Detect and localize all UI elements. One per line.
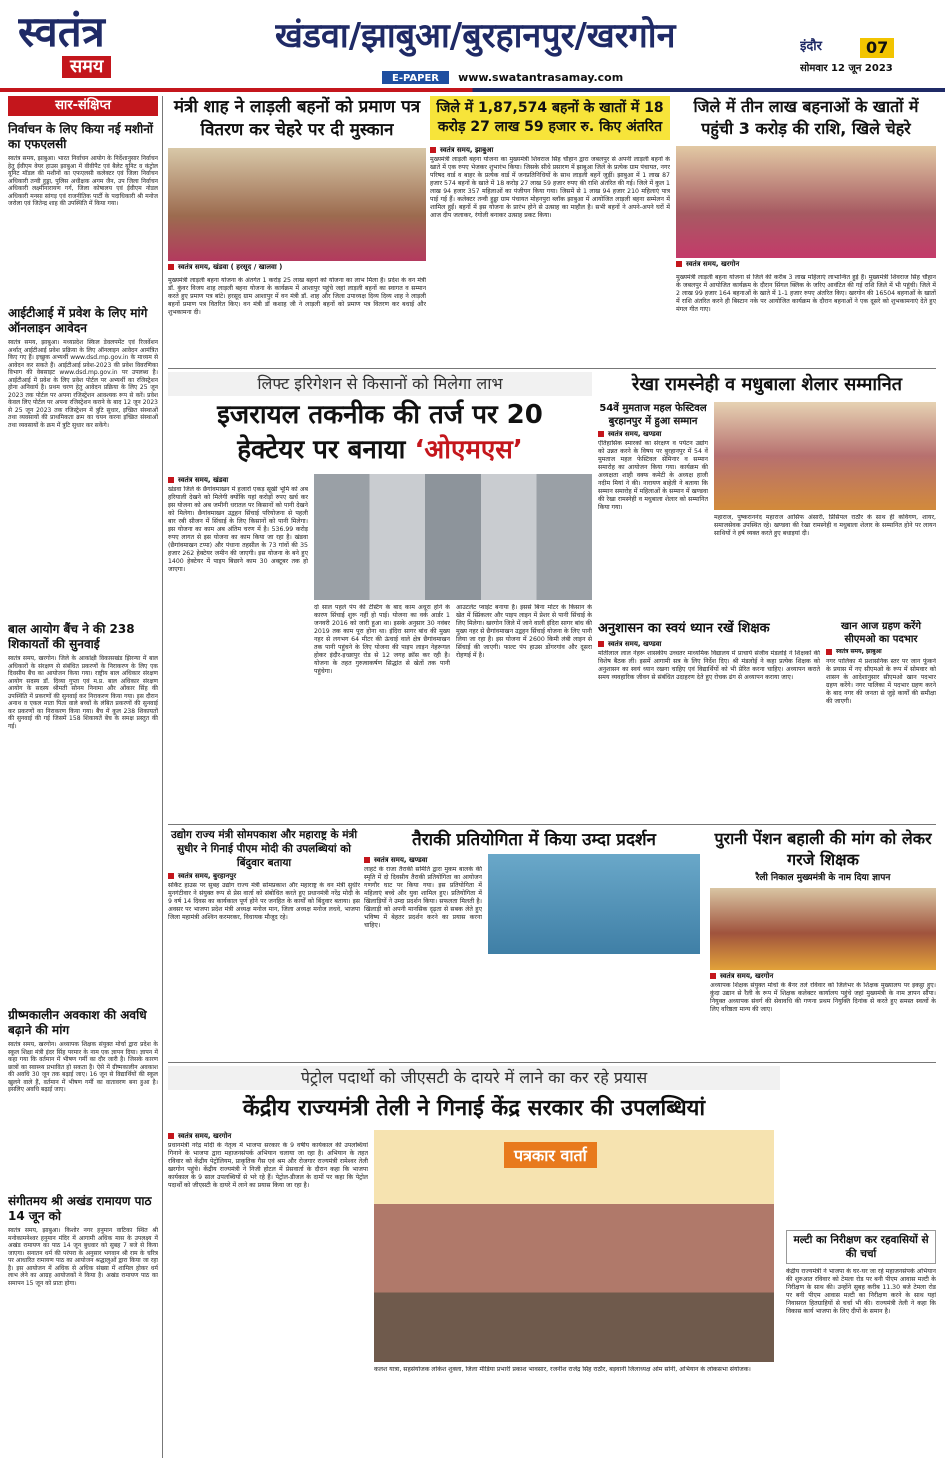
masthead-rule: [0, 88, 945, 92]
byline: स्वतंत्र समय, खरगोन: [168, 1130, 368, 1142]
article-multi-inspection: [786, 1230, 936, 1458]
headline: केंद्रीय राज्यमंत्री तेली ने गिनाई केंद्र सरकार की उपलब्धियां: [242, 1096, 706, 1121]
photo-banner: पत्रकार वार्ता: [504, 1142, 597, 1168]
article-body: केंद्रीय राज्यमंत्री ने भाजपा के घर-घर जा रहे महाजनसंपर्क अभियान की शुरुआत रविवार को टेमला रोड पर बनी पीएम आवास मल्टी के निरीक्षण के साथ की। उन्होंने सुबह करीब 11.30 बजे टेमला रोड पर बनी पीएम आवास मल्टी का निरीक्षण करने के साथ यहां निवासरत हितग्राहियों से चर्चा भी की। राज्यमंत्री तेली ने कहा कि विकास कार्य भाजपा के लिए दीपों के समान है।: [786, 1268, 936, 1315]
news-brief-sidebar: [8, 96, 158, 1458]
article-body: मुख्यमंत्री लाड़ली बहना योजना से जिले की करीब 3 लाख महिलाएं लाभान्वित हुई हैं। मुख्यमंत्री शिवराज सिंह चौहान के जबलपुर में आयोजित कार्यक्रम के दौरान सिंगल क्लिक के जरिए आवंटित की गई राशि जिले में भी पहुंची। जिले में 2 लाख 99 हजार 164 बहनाओं के खाते में 1-1 हजार रुपए अंतरित किए। खरगोन की 16504 बहनाओं के खातों में राशि अंतरित करने ही बिस्टान नके पर आयोजित कार्यक्रम के दौरान बहनाओं ने एक दूसरे को शुभकामनाएं देते हुए मंगल गीत गाए।: [676, 274, 936, 313]
article-body: लाहटे के राजा तैराकी समिति द्वारा मुकम बालके की स्मृति में दो दिवसीय तैराकी प्रतियोगिता का आयोजन गणगौर घाट पर किया गया। इस प्रतियोगिता में महिलाएं बच्चे और युवा शामिल हुए। प्रतियोगिता में खिलाड़ियों ने उम्दा प्रदर्शन किया। सफलता मिलती है। खिलाड़ी को अपनी मानसिक दृढ़ता से सबक लेते हुए भविष्य में बेहतर प्रदर्शन करने का प्रयास करना चाहिए।: [364, 866, 482, 929]
site-url[interactable]: www.swatantrasamay.com: [458, 71, 624, 84]
article-col: [314, 474, 592, 804]
article-old-pension: [710, 828, 936, 1060]
article-swimming: [364, 828, 704, 1060]
kicker: पेट्रोल पदार्थो को जीएसटी के दायरे में लाने का कर रहे प्रयास: [168, 1066, 780, 1090]
article-body: ऐतिहासिक स्मारकों का संरक्षण व पर्यटन उद्योग को उन्नत करने के विषय पर बुरहानपुर में 54 वें मुमताज महल फेस्टिवल सेमिनार व सम्मान समारोह का आयोजन किया गया। कार्यक्रम की अध्यक्षता शाही वक्फ कमेटी के अध्यक्ष हाजी नदीम मियां ने की। नारायण बाहेती ने बताया कि सम्मान समारोह में महिलाओं के सम्मान में खण्डवा की रेखा रामस्नेही व मधुबाला शेलार को सम्मानित किया गया।: [598, 440, 708, 511]
byline: स्वतंत्र समय, खण्डवा: [364, 854, 482, 866]
subhead: रैली निकाल मुख्यमंत्री के नाम दिया ज्ञापन: [755, 873, 891, 883]
brief-item: बाल आयोग बैंच ने की 238 शिकायतों की सुनवाई स्वतंत्र समय, खरगोन। जिले के आकांक्षी विकासखंड झिरन्या में बाल अधिकारों के संरक्षण से संबंधित प्रकरणों के निराकरण के लिए एक दिवसीय बैंच का आयोजन किया गया। राष्ट्रीय बाल अधिकार संरक्षण आयोग सदस्य डॉ. दिव्या गुप्ता एवं म.प्र. बाल अधिकार संरक्षण आयोग के सदस्य श्रीमती सोनम निनामा और ओंकार सिंह की उपस्थिति में प्रकरणों की सुनवाई कर निराकरण किया गया। इस दौरान अनाथ व एकल माता पिता वाले बच्चों के लंबित प्रकरणों की सुनवाई कर प्रकरणों का निराकरण किया गया। बैंच में कुल 238 शिकायतों की सुनवाई की गई जिसमें 158 शिकायतें बेंच के समक्ष प्रस्तुत की गई।: [8, 622, 158, 730]
byline: स्वतंत्र समय, खरगोन: [676, 258, 936, 270]
article-body: मुख्यमंत्री लाड़ली बहना योजना का मुख्यमंत्री शिवराज सिंह चौहान द्वारा जबलपुर से अपनी लाड़ली बहनों के खाते में एक रुपए भेजकर शुभारंभ किया। जिसके सीधे प्रसारण में झाबुआ जिले के प्रत्येक ग्राम पंचायत, नगर परिषद वार्ड व बाहर के प्रत्येक वार्ड में जनप्रतिनिधियों के साथ लाड़ली बहनें जुड़ीं। झाबुआ में 1 लाख 87 हजार 574 बहनों के खाते में 18 करोड़ 27 लाख 59 हजार रुपए की राशि अंतरित की गई। जिले में कुल 1 लाख 94 हजार 357 महिलाओं का पंजीयन किया गया। जिसमें से 1 लाख 94 हजार 210 महिलाएं पात्र पाई गई हैं। कलेक्टर तन्वी हुड्डा ग्राम पंचायत मोहनपुरा ब्लॉक झाबुआ में आयोजित लाड़ली बहना सम्मेलन में शामिल हुईं। बहनों में इस योजना के प्रारंभ होने से उत्साह का माहौल है। सभी बहनों ने अपने-अपने घरों में आज दीप जलाकर, रंगोली बनाकर उत्साह प्रकट किया।: [430, 156, 670, 219]
headline: जिले में 1,87,574 बहनों के खातों में 18 करोड़ 27 लाख 59 हजार रु. किए अंतरित: [430, 96, 670, 140]
article-body: महाराज, पुष्कराननंद महाराज आसिफ अंसारी, प्रिंसिपल राठौर के साथ ही कविगण, शायर, समाजसेवक उपस्थित रहे। खण्डवा की रेखा रामस्नेही व मधुबाला शेलार के सम्मानित होने पर लायन साथियों ने हर्ष व्यक्त करते हुए बधाइयां दी।: [714, 514, 936, 537]
page-number: 07: [860, 38, 894, 58]
byline: स्वतंत्र समय, खण्डवा: [598, 428, 708, 440]
photo: [374, 1130, 774, 1362]
headline: तैराकी प्रतियोगिता में किया उम्दा प्रदर्शन: [412, 830, 656, 850]
article-union-minister-teli: [168, 1066, 780, 1458]
issue-date: सोमवार 12 जून 2023: [800, 63, 893, 74]
photo: [168, 148, 426, 261]
sidebar-header: सार-संक्षिप्त: [8, 96, 158, 116]
article-israel-technique: [168, 372, 592, 820]
epaper-bar: [382, 66, 682, 84]
byline: स्वतंत्र समय, बुरहानपुर: [168, 870, 360, 882]
article-body: प्रधानमंत्री नरेंद्र मोदी के नेतृत्व में भाजपा सरकार के 9 वर्षीय कार्यकाल की उपलब्धियां गिनाने के भाजपा द्वारा महाजनसंपर्क अभियान चलाया जा रहा है। अभियान के तहत रविवार को केंद्रीय पेट्रोलियम, प्राकृतिक गैस एवं श्रम और रोजगार राज्यमंत्री रामेश्वर तेली खरगोन पहुंचे। केंद्रीय राज्यमंत्री ने निजी होटल में प्रेसवार्ता के दौरान कहा कि भाजपा कार्यकाल के 9 साल उपलब्धियों से भरे रहे हैं। पेट्रोल-डीजल के दामों पर कहा कि पेट्रोल पदार्थों को जीएसटी के दायरे में लाने का प्रयास किया जा रहा है।: [168, 1142, 368, 1189]
article-industry-minister: [168, 828, 360, 1060]
city-date-block: [800, 36, 930, 88]
byline: स्वतंत्र समय, झाबुआ: [430, 144, 670, 156]
headline: अनुशासन का स्वयं ध्यान रखें शिक्षक: [598, 621, 770, 636]
article-body: आउटलेट प्वाइंट बनाया है। इससे बिना मोटर के किसान के खेत में स्प्रिंकलर और पाइप लाइन में प्रेशर से पानी सिंचाई के लिए मिलेगा। खरगोन जिले में जाने वाली इंदिरा सागर बांध की मुख्य नहर से छैगांवमाखन उद्वहन सिंचाई योजना के लिए पानी लिया जा रहा है। इस योजना में 2600 किमी लंबी लाइन से सिंचाई की जाएगी। फाल्ट पंप हाउस डोंगरगांव और दूसरा रोहणई में है।: [456, 604, 592, 659]
subhead: 54वें मुमताज महल फेस्टिवल बुरहानपुर में हुआ सम्मान: [599, 403, 707, 427]
article-body: कलश यात्रा, सहसंयोजक लोकेश शुक्ला, जिला मीडिया प्रभारी प्रकाश भावसार, रजनीश राजेंद्र सिंह राठौर, बड़वानी जिलाध्यक्ष ओम सोनी, अभियान के लोकसभा संयोजक।: [374, 1366, 751, 1373]
edition-title: खंडवा/झाबुआ/बुरहानपुर/खरगोन: [275, 16, 676, 56]
photo: [676, 146, 936, 258]
photo: [488, 854, 700, 954]
article-col: [168, 474, 308, 804]
masthead: [0, 0, 945, 90]
headline-line-2: हेक्टेयर पर बनाया ‘ओएमएस’: [237, 435, 523, 465]
article-discipline: [598, 620, 820, 820]
article-body: अध्यापक शिक्षक संयुक्त मोर्चा के बैनर तले रविवार को जिलेभर के शिक्षक मुख्यालय पर इकट्ठा हुए। कुंदा उद्यान से रैली के रूप में शिक्षक कलेक्टर कार्यालय पहुंचे जहां मुख्यमंत्री के नाम ज्ञापन सौंपा। नियुक्त अध्यापक संवर्ग की सेवावधि की गणना प्रथम नियुक्ति दिनांक से करते हुए समस्त स्वत्वों के लिए वरिष्ठता मान्य की जाए।: [710, 982, 936, 1013]
brief-item: निर्वाचन के लिए किया नई मशीनों का एफएलसी स्वतंत्र समय, झाबुआ। भारत निर्वाचन आयोग के निर्देशानुसार निर्वाचन हेतु ईवीएम वेयर हाउस झाबुआ में वीवीपैट एवं बैलेट यूनिट व कंट्रोल यूनिट मॉडल की मशीनों का एफएलसी कलेक्टर एवं जिला निर्वाचन अधिकारी तन्वी हुड्डा, पुलिस अधीक्षक अगम जैन, उप जिला निर्वाचन अधिकारी लक्ष्मीनारायण गर्ग, जिला कोषालय एवं ईवीएम नोडल अधिकारी मनसा सांगड़ एवं राजनीतिक पार्टी के पदाधिकारी श्री मनोज जरोला एवं जितेन्द्र शाह की उपस्थिति में किया गया।: [8, 122, 158, 207]
article-cmo: [826, 620, 936, 820]
article-body: दो साल पहले पंप की टेस्टिंग के बाद काम अधूरा होने के कारण सिंचाई शुरू नहीं हो पाई। योजना का वर्क आर्डर 1 जनवरी 2016 को जारी हुआ था। इसके अनुसार 30 नवंबर 2019 तक काम पूरा होना था। इंदिरा सागर बांध की मुख्य नहर से लगभग 64 मीटर की ऊंचाई वाले क्षेत्र छैगांवमाखन तक पानी पहुंचने के लिए योजना की पाइप लाइन नेहरूगल होकर इंदौर-इच्छापुर रोड से 12 जगह क्रॉस कर रही है। योजना के तहत गुरुत्वाकर्षण सिद्धांत से खेतों तक पानी पहुंचेगा।: [314, 604, 450, 675]
article-body: नगर पालिका में प्रशासनिक स्तर पर जान फूंकने के प्रयास में नए सीएमओ के रूप में सोमवार को शासन के आदेशानुसार सीएमओ खान पदभार ग्रहण करेंगे। नगर पालिका में पदभार ग्रहण करने के बाद नगर की जनता से जुड़े कार्यों की समीक्षा की जाएगी।: [826, 658, 936, 705]
brief-item: ग्रीष्मकालीन अवकाश की अवधि बढ़ाने की मांग स्वतंत्र समय, खरगोन। अध्यापक शिक्षक संयुक्त मोर्चा द्वारा प्रदेश के स्कूल शिक्षा मंत्री इंदर सिंह परमार के नाम एक ज्ञापन दिया। ज्ञापन में कहा गया कि वर्तमान में भीषण गर्मी का दौर जारी है। जिसके कारण छात्रों का स्वास्थ्य प्रभावित हो सकता है। ऐसे में ग्रीष्मकालीन अवकाश की अवधि 30 जून तक बढ़ाई जाए। 16 जून से विद्यार्थियों की स्कूल खुलने वाले हैं, वर्तमान में भीषण गर्मी का वातावरण बना हुआ है। इसलिए अवधि बढ़ाई जाए।: [8, 1008, 158, 1093]
article-body: मुख्यमंत्री लाड़ली बहना योजना के अंतर्गत 1 करोड़ 25 लाख बहनों को योजना का लाभ मिला है। प्रदेश के वन मंत्री डॉ. कुंवर विजय शाह लाड़ली बहना योजना के कार्यक्रम में आशापुर पहुंचे जहां लाड़ली बहनों का स्वागत व सम्मान करते हुए प्रमाण पत्र बांटे। हरसूद ग्राम आशापुर में वन मंत्री डॉ. शाह और जिला उपाध्यक्ष दिव्य दिव्य शाह ने लाड़ली बहनों प्रमाण पत्र वितरित किए। वन मंत्री डॉ कशाह जी ने लाड़ली बहनों को प्रमाण पत्र वितरण कर बधाई और शुभकामना दी।: [168, 277, 426, 316]
byline: स्वतंत्र समय, खंडवा ( हरसूद / खालवा ): [168, 261, 426, 273]
brief-item: आईटीआई में प्रवेश के लिए मांगे ऑनलाइन आवेदन स्वतंत्र समय, झाबुआ। मध्यप्रदेश स्किल डेवलपमेंट एवं रिजर्वेशन अर्थात् आईटीआई प्रवेश प्रक्रिया के लिए ऑनलाइन आवेदन आमंत्रित किए गए हैं। इच्छुक अभ्यर्थी www.dsd.mp.gov.in के माध्यम से आवेदन कर सकते हैं। आईटीआई प्रवेश-2023 की प्रवेश विवरणिका विभाग की वेबसाइट www.dsd.mp.gov.in पर उपलब्ध है। आईटीआई में प्रवेश के लिए प्रवेश पोर्टल पर अभ्यर्थी का रजिस्ट्रेशन होना अनिवार्य है। प्रथम चरण हेतु आवेदन प्रक्रिया के लिए 25 जून 2023 तक पोर्टल पर अपना रजिस्ट्रेशन आवश्यक रूप से करें। प्रवेश केवल लिए पोर्टल पर अपना रजिस्ट्रेशन कराने के बाद 12 जून 2023 से 25 जून 2023 तक रजिस्ट्रेशन में त्रुटि सुधार, इच्छित संस्थाओं तथा व्यवसायों की प्राथमिकता क्रम का चयन करना इच्छित संस्थाओं तथा व्यवसायों के क्रम में त्रुटि सुधार कर सकेंगे।: [8, 306, 158, 429]
byline: स्वतंत्र समय, खरगोन: [710, 970, 936, 982]
city-name: इंदौर: [800, 39, 822, 54]
epaper-tag: E-PAPER: [382, 71, 449, 84]
headline: मल्टी का निरीक्षण कर रहवासियों से की चर्चा: [786, 1230, 936, 1264]
newspaper-logo: स्वतंत्र समय: [18, 10, 138, 80]
headline: इजरायल तकनीक की तर्ज पर 20: [217, 400, 543, 430]
brief-item: संगीतमय श्री अखंड रामायण पाठ 14 जून को स्वतंत्र समय, झाबुआ। किशोर नगर हनुमान वाटिका स्थित श्री मनोकामनेश्वर हनुमान मंदिर में आगामी अधिक मास के उपलक्ष्य में अखंड रामायण का पाठ 14 जून बुधवार को सुबह 7 बजे से किया जाएगा। सनातन धर्म की परंपरा के अनुसार भगवान श्री राम के चरित्र पर आधारित रामायण पाठ का आयोजन श्रद्धालुओं द्वारा किया जा रहा है। इस आयोजन में अधिक से अधिक संख्या में शामिल होकर धर्म लाभ लेने का आग्रह आयोजकों ने किया है। अखंड रामायण पाठ का समापन 15 जून को प्रातः होगा।: [8, 1194, 158, 1287]
byline: स्वतंत्र समय, खंडवा: [168, 474, 308, 486]
byline: स्वतंत्र समय, खण्डवा: [598, 638, 820, 650]
photo: [314, 474, 592, 600]
photo: [710, 888, 936, 970]
section-rule: [168, 824, 936, 825]
section-rule: [168, 368, 936, 369]
headline: पुरानी पेंशन बहाली की मांग को लेकर गरजे शिक्षक: [714, 829, 932, 869]
article-body: मोतीलाल लाल नेहरू शासकीय उच्चतर माध्यमिक विद्यालय में प्राचार्य संजीव मंडलोई ने शिक्षकों की विशेष बैठक ली। इसमें आगामी सत्र के लिए निर्देश दिए। श्री मंडलोई ने कहा प्रत्येक शिक्षक को अनुशासन का स्वयं ध्यान रखना चाहिए एवं विद्यार्थियों को भी प्रेरित करना चाहिए। अध्यापन कराते समय व्यवहारिक जीवन से संबंधित उदाहरण देते हुए रोचक ढंग से अध्यापन कराया जाए।: [598, 650, 820, 681]
headline: रेखा रामस्नेही व मधुबाला शेलार सम्मानित: [632, 374, 902, 395]
headline: जिले में तीन लाख बहनाओं के खातों में पहुंची 3 करोड़ की राशि, खिले चेहरे: [693, 97, 919, 138]
headline: खान आज ग्रहण करेंगे सीएमओ का पदभार: [841, 621, 921, 645]
byline: स्वतंत्र समय, झाबुआ: [826, 646, 936, 658]
article-body: सर्किट हाउस पर सुबह उद्योग राज्य मंत्री सोमप्रकाश और महाराष्ट्र के वन मंत्री सुधीर मुनगंटीवार ने संयुक्त रूप से प्रेस वार्ता को संबोधित करते हुए प्रधानमंत्री नरेंद्र मोदी के 9 वर्ष 14 दिवस का कार्यकाल पूर्ण होने पर जनहित के कार्यों को बिंदुवार बताया। इस अवसर पर भाजपा प्रदेश मंत्री अध्यक्ष मनोज मान, जिला अध्यक्ष मनोज लधवे, भाजपा जिला महामंत्री अश्विन करमरकर, विधायक मौजूद रहे।: [168, 882, 360, 921]
headline: मंत्री शाह ने लाड़ली बहनों को प्रमाण पत्र वितरण कर चेहरे पर दी मुस्कान: [173, 97, 421, 140]
headline-quote: ‘ओएमएस’: [414, 435, 523, 465]
kicker: लिफ्ट इरिगेशन से किसानों को मिलेगा लाभ: [168, 372, 592, 396]
section-rule: [168, 1062, 936, 1063]
article-honoured: [598, 372, 936, 614]
photo: [714, 402, 936, 510]
article-body: खंडवा जिले के छैगांवमाखन में हजारों एकड़ सूखी भूमि को अब हरियाली देखने को मिलेगी क्योंकि यहां करोड़ों रुपए खर्च कर इस योजना को अब जमीनी धरातल पर किसानों को पानी देखने को मिलेगा। छैगांवमाखन उद्वहन सिंचाई परियोजना से पहली बार रबी सीजन में सिंचाई के लिए किसानों को पानी मिलेगा। इस योजना का काम अब अंतिम चरण में है। 536.99 करोड़ रुपए लागत से इस योजना का काम किया जा रहा है। खंडवा (छैगांवमाखन टप्पा) और पंधाना तहसील के 73 गांवों की 35 हजार 262 हेक्टेयर जमीन की जाएगी। इस योजना के बने हुए 1400 हेक्टेयर में पाइप बिछाने काम 30 अक्टूबर तक हो जाएगा।: [168, 486, 308, 573]
headline: उद्योग राज्य मंत्री सोमपकाश और महाराष्ट्र के मंत्री सुधीर ने गिनाई पीएम मोदी की उपलब्धियां को बिंदुवार बताया: [170, 829, 358, 869]
column-rule: [162, 96, 163, 1458]
